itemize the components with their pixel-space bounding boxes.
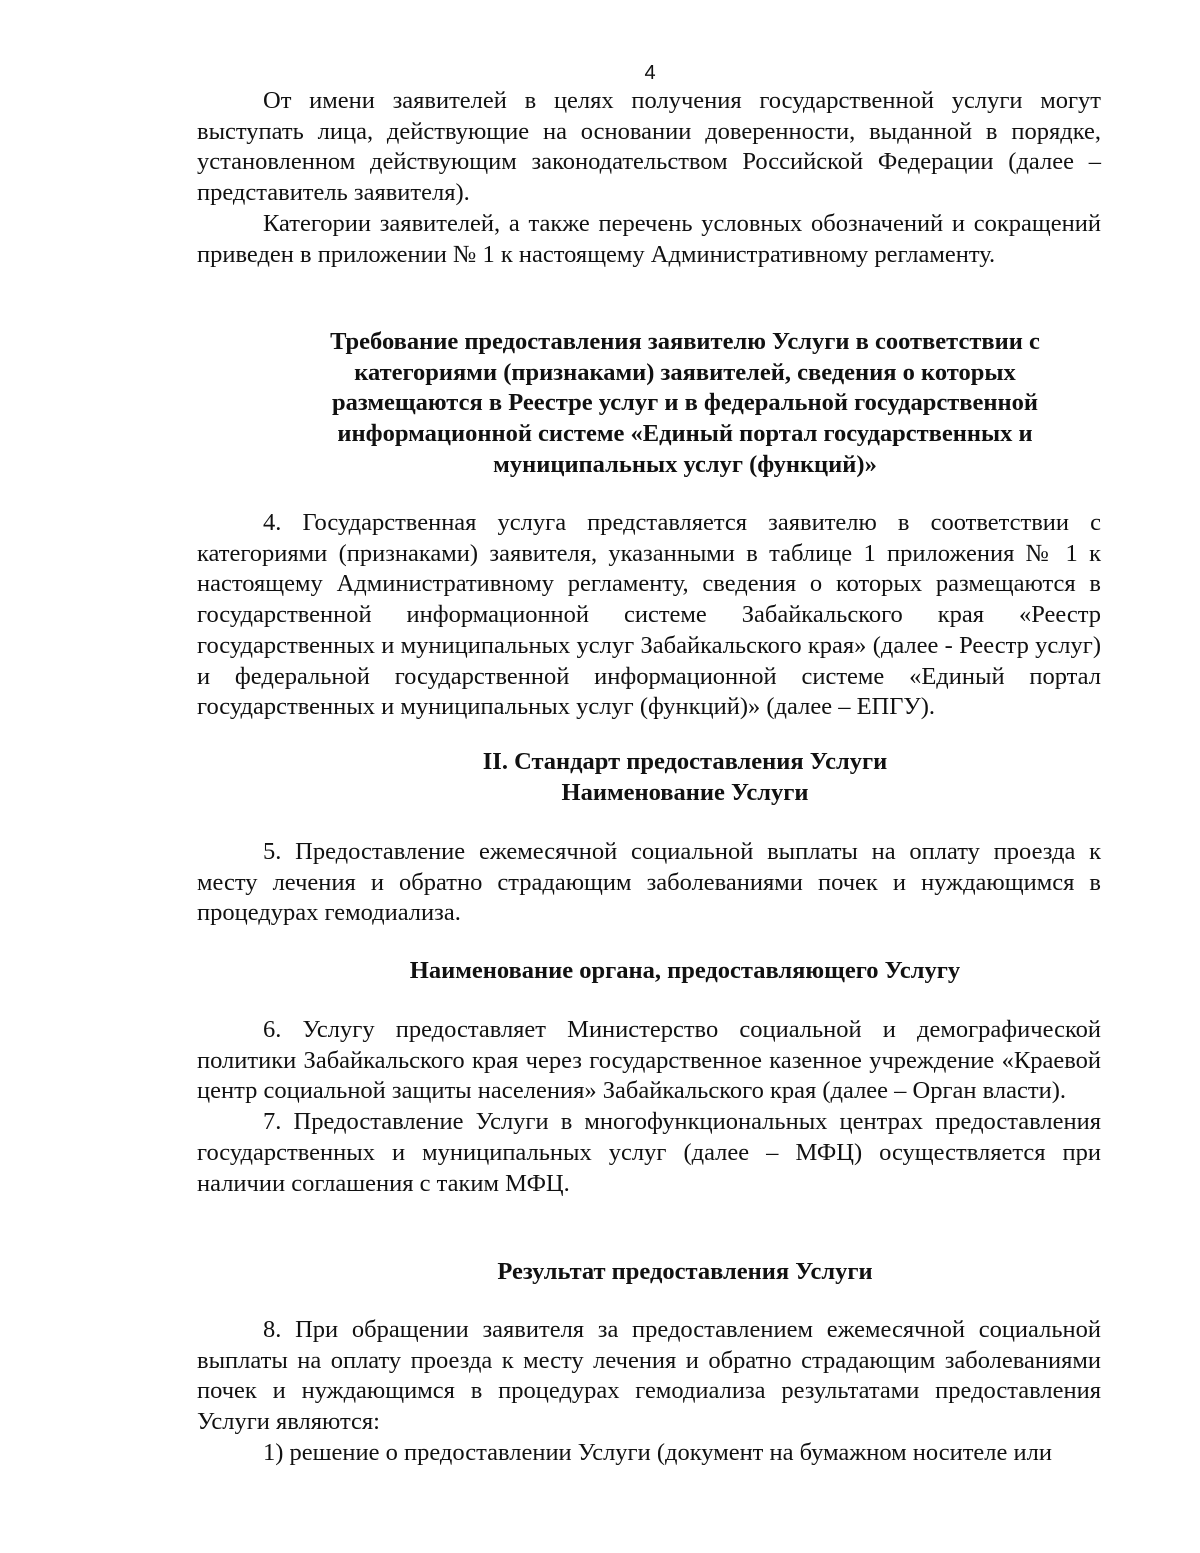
paragraph-clause-7: 7. Предоставление Услуги в многофункциональных центрах предоставления государственных и муниципальных услуг (далее – МФЦ) осуществляется при наличии соглашения с таким МФЦ. [197,1108,1101,1197]
text-block-clause-4 [197,508,1101,723]
heading-line: информационной системе «Единый портал государственных и [337,420,1033,448]
text-block-clause-5 [197,837,1101,929]
section-heading-result [0,1257,1200,1288]
text-block-clause-8 [197,1315,1101,1469]
page-number: 4 [644,62,656,84]
heading-line: Наименование органа, предоставляющего Услугу [409,957,961,984]
paragraph-clause-6: 6. Услугу предоставляет Министерство социальной и демографической политики Забайкальского края через государственное казенное учреждение «Краевой центр социальной защиты населения» Забайкальского края (далее – Орган власти). [197,1016,1101,1105]
paragraph-clause-8-item-1: 1) решение о предоставлении Услуги (документ на бумажном носителе или [263,1438,1052,1466]
heading-line: категориями (признаками) заявителей, сведения о которых [354,358,1016,386]
section-heading-standard [0,747,1200,808]
section-heading-requirement [0,327,1200,481]
heading-line: муниципальных услуг (функций)» [493,450,877,478]
heading-line: Результат предоставления Услуги [497,1258,873,1285]
heading-line: II. Стандарт предоставления Услуги [482,748,888,775]
heading-line: размещаются в Реестре услуг и в федеральной государственной [331,389,1039,417]
paragraph-clause-5: 5. Предоставление ежемесячной социальной выплаты на оплату проезда к месту лечения и обратно страдающим заболеваниями почек и нуждающимся в процедурах гемодиализа. [197,838,1101,927]
heading-line: Требование предоставления заявителю Услуги в соответствии с [330,328,1040,355]
text-block-clauses-6-7 [197,1015,1101,1199]
paragraph-categories: Категории заявителей, а также перечень условных обозначений и сокращений приведен в приложении № 1 к настоящему Административному регламенту. [197,209,1101,268]
text-block-applicants [197,86,1101,270]
paragraph-clause-8: 8. При обращении заявителя за предоставлением ежемесячной социальной выплаты на оплату проезда к месту лечения и обратно страдающим заболеваниями почек и нуждающимся в процедурах гемодиализа результатами предоставления Услуги являются: [197,1316,1101,1436]
section-heading-authority [0,956,1200,987]
paragraph-representative: От имени заявителей в целях получения государственной услуги могут выступать лица, действующие на основании доверенности, выданной в порядке, установленном действующим законодательством Российской Федерации (далее – представитель заявителя). [197,87,1101,207]
heading-line: Наименование Услуги [561,778,809,806]
paragraph-clause-4: 4. Государственная услуга представляется заявителю в соответствии с категориями (признаками) заявителя, указанными в таблице 1 приложения № 1 к настоящему Административному регламенту, сведения о которых размещаются в государственной информационной системе Забайкальского края «Реестр государственных и муниципальных услуг Забайкальского края» (далее - Реестр услуг) и федеральной государственной информационной системе «Единый портал государственных и муниципальных услуг (функций)» (далее – ЕПГУ). [197,509,1101,721]
